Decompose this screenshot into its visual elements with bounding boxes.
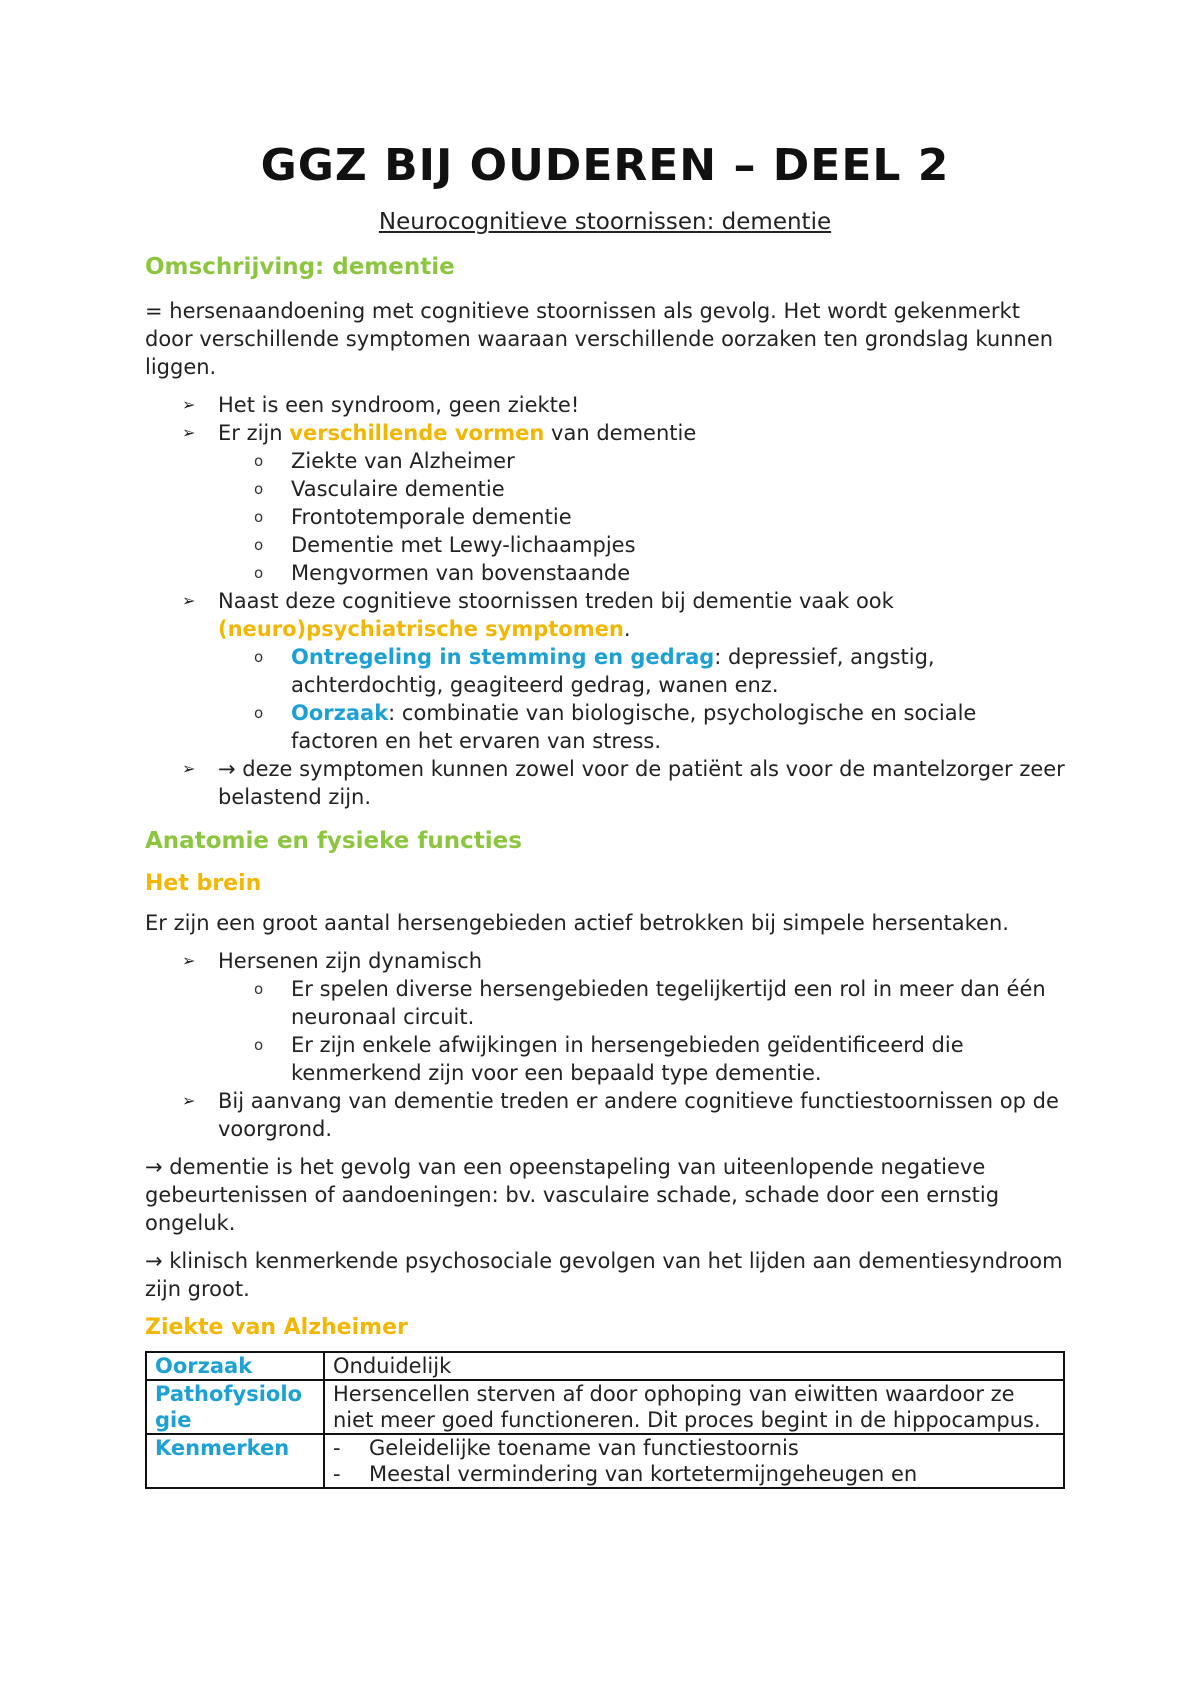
- circle-bullet-icon: o: [254, 480, 264, 498]
- alzheimer-table: [145, 1351, 1065, 1489]
- symptoms-sublist: [218, 643, 1065, 755]
- highlight-forms: verschillende vormen: [289, 421, 545, 445]
- circle-bullet-icon: o: [254, 508, 264, 526]
- table-row: [146, 1352, 1064, 1380]
- dynamic-sublist: [218, 975, 1065, 1087]
- arrow-bullet-icon: ➢: [182, 395, 196, 414]
- conclusion-paragraph-1: → dementie is het gevolg van een opeenstapeling van uiteenlopende negatieve gebeurtenissen of aandoeningen: bv. vasculaire schade, schade door een ernstig ongeluk.: [145, 1155, 1000, 1235]
- list-item: o Er spelen diverse hersengebieden tegelijkertijd een rol in meer dan één neuronaal circuit.: [254, 977, 1046, 1029]
- list-item: o Ontregeling in stemming en gedrag: depressief, angstig, achterdochtig, geagiteerd gedrag, wanen enz.: [254, 645, 935, 697]
- brain-intro-paragraph: Er zijn een groot aantal hersengebieden actief betrokken bij simpele hersentaken.: [145, 911, 1009, 935]
- list-item: o Mengvormen van bovenstaande: [254, 561, 631, 585]
- subsection-heading-alzheimer: Ziekte van Alzheimer: [145, 1315, 408, 1340]
- forms-sublist: [218, 447, 1065, 587]
- list-item: o Er zijn enkele afwijkingen in hersengebieden geïdentificeerd die kenmerkend zijn voor een bepaald type dementie.: [254, 1033, 964, 1085]
- circle-bullet-icon: o: [254, 648, 264, 666]
- circle-bullet-icon: o: [254, 980, 264, 998]
- conclusion-paragraph-2: → klinisch kenmerkende psychosociale gevolgen van het lijden aan dementiesyndroom zijn groot.: [145, 1249, 1063, 1301]
- definition-paragraph: = hersenaandoening met cognitieve stoornissen als gevolg. Het wordt gekenmerkt door verschillende symptomen waaraan verschillende oorzaken ten grondslag kunnen liggen.: [145, 299, 1054, 379]
- list-item: ➢ Er zijn verschillende vormen van dementie o Ziekte van Alzheimer o Vasculaire dementie o Frontotemporale dementie o Dementie met Lewy-lichaampjes o Mengvormen van bovenstaande: [145, 419, 1065, 587]
- list-item: ➢ Hersenen zijn dynamisch o Er spelen diverse hersengebieden tegelijkertijd een rol in meer dan één neuronaal circuit. o Er zijn enkele afwijkingen in hersengebieden geïdentificeerd die kenmerkend zijn voor een bepaald type dementie.: [145, 947, 1065, 1087]
- brain-bullet-list: [145, 947, 1065, 1143]
- list-item: ➢ Bij aanvang van dementie treden er andere cognitieve functiestoornissen op de voorgrond.: [182, 1089, 1059, 1141]
- list-item: - Geleidelijke toename van functiestoornis: [333, 1436, 799, 1460]
- list-item: ➢ Het is een syndroom, geen ziekte!: [182, 393, 580, 417]
- arrow-bullet-icon: ➢: [182, 1091, 196, 1110]
- table-row: [146, 1434, 1064, 1488]
- highlight-symptoms: (neuro)psychiatrische symptomen: [218, 617, 624, 641]
- list-item: - Meestal vermindering van kortetermijngeheugen en: [333, 1462, 918, 1486]
- table-key-cell: Oorzaak: [146, 1352, 324, 1380]
- list-item: ➢ Naast deze cognitieve stoornissen treden bij dementie vaak ook (neuro)psychiatrische symptomen. o Ontregeling in stemming en gedrag: depressief, angstig, achterdochtig, geagiteerd gedrag, wanen enz. o Oorzaak: combinatie van biologische, psychologische en sociale factoren en het ervaren van stress.: [145, 587, 1065, 755]
- definition-bullet-list: [145, 391, 1065, 811]
- list-item: ➢ → deze symptomen kunnen zowel voor de patiënt als voor de mantelzorger zeer belastend zijn.: [182, 757, 1065, 809]
- document-page: [145, 135, 1065, 1489]
- dash-bullet: -: [333, 1462, 341, 1486]
- document-title: GGZ BIJ OUDEREN – DEEL 2: [260, 140, 950, 191]
- circle-bullet-icon: o: [254, 536, 264, 554]
- arrow-bullet-icon: ➢: [182, 951, 196, 970]
- table-value-cell: Onduidelijk: [324, 1352, 1064, 1380]
- table-key-cell: Pathofysiologie: [146, 1380, 324, 1434]
- table-value-cell: Hersencellen sterven af door ophoping van eiwitten waardoor ze niet meer goed functioneren. Dit proces begint in de hippocampus.: [324, 1380, 1064, 1434]
- arrow-bullet-icon: ➢: [182, 591, 196, 610]
- table-key-cell: Kenmerken: [146, 1434, 324, 1488]
- dash-bullet: -: [333, 1436, 341, 1460]
- arrow-bullet-icon: ➢: [182, 423, 196, 442]
- subsection-heading-brein: Het brein: [145, 871, 262, 896]
- table-row: [146, 1380, 1064, 1434]
- circle-bullet-icon: o: [254, 704, 264, 722]
- section-heading-anatomie: Anatomie en fysieke functies: [145, 828, 522, 854]
- circle-bullet-icon: o: [254, 1036, 264, 1054]
- list-item: o Ziekte van Alzheimer: [254, 449, 515, 473]
- list-item: o Frontotemporale dementie: [254, 505, 572, 529]
- section-heading-omschrijving: Omschrijving: dementie: [145, 254, 455, 280]
- document-subtitle: Neurocognitieve stoornissen: dementie: [378, 209, 832, 235]
- circle-bullet-icon: o: [254, 564, 264, 582]
- circle-bullet-icon: o: [254, 452, 264, 470]
- list-item: o Dementie met Lewy-lichaampjes: [254, 533, 636, 557]
- list-item: o Vasculaire dementie: [254, 477, 505, 501]
- table-value-cell: [324, 1434, 1064, 1488]
- arrow-bullet-icon: ➢: [182, 759, 196, 778]
- list-item: o Oorzaak: combinatie van biologische, psychologische en sociale factoren en het ervaren van stress.: [254, 701, 977, 753]
